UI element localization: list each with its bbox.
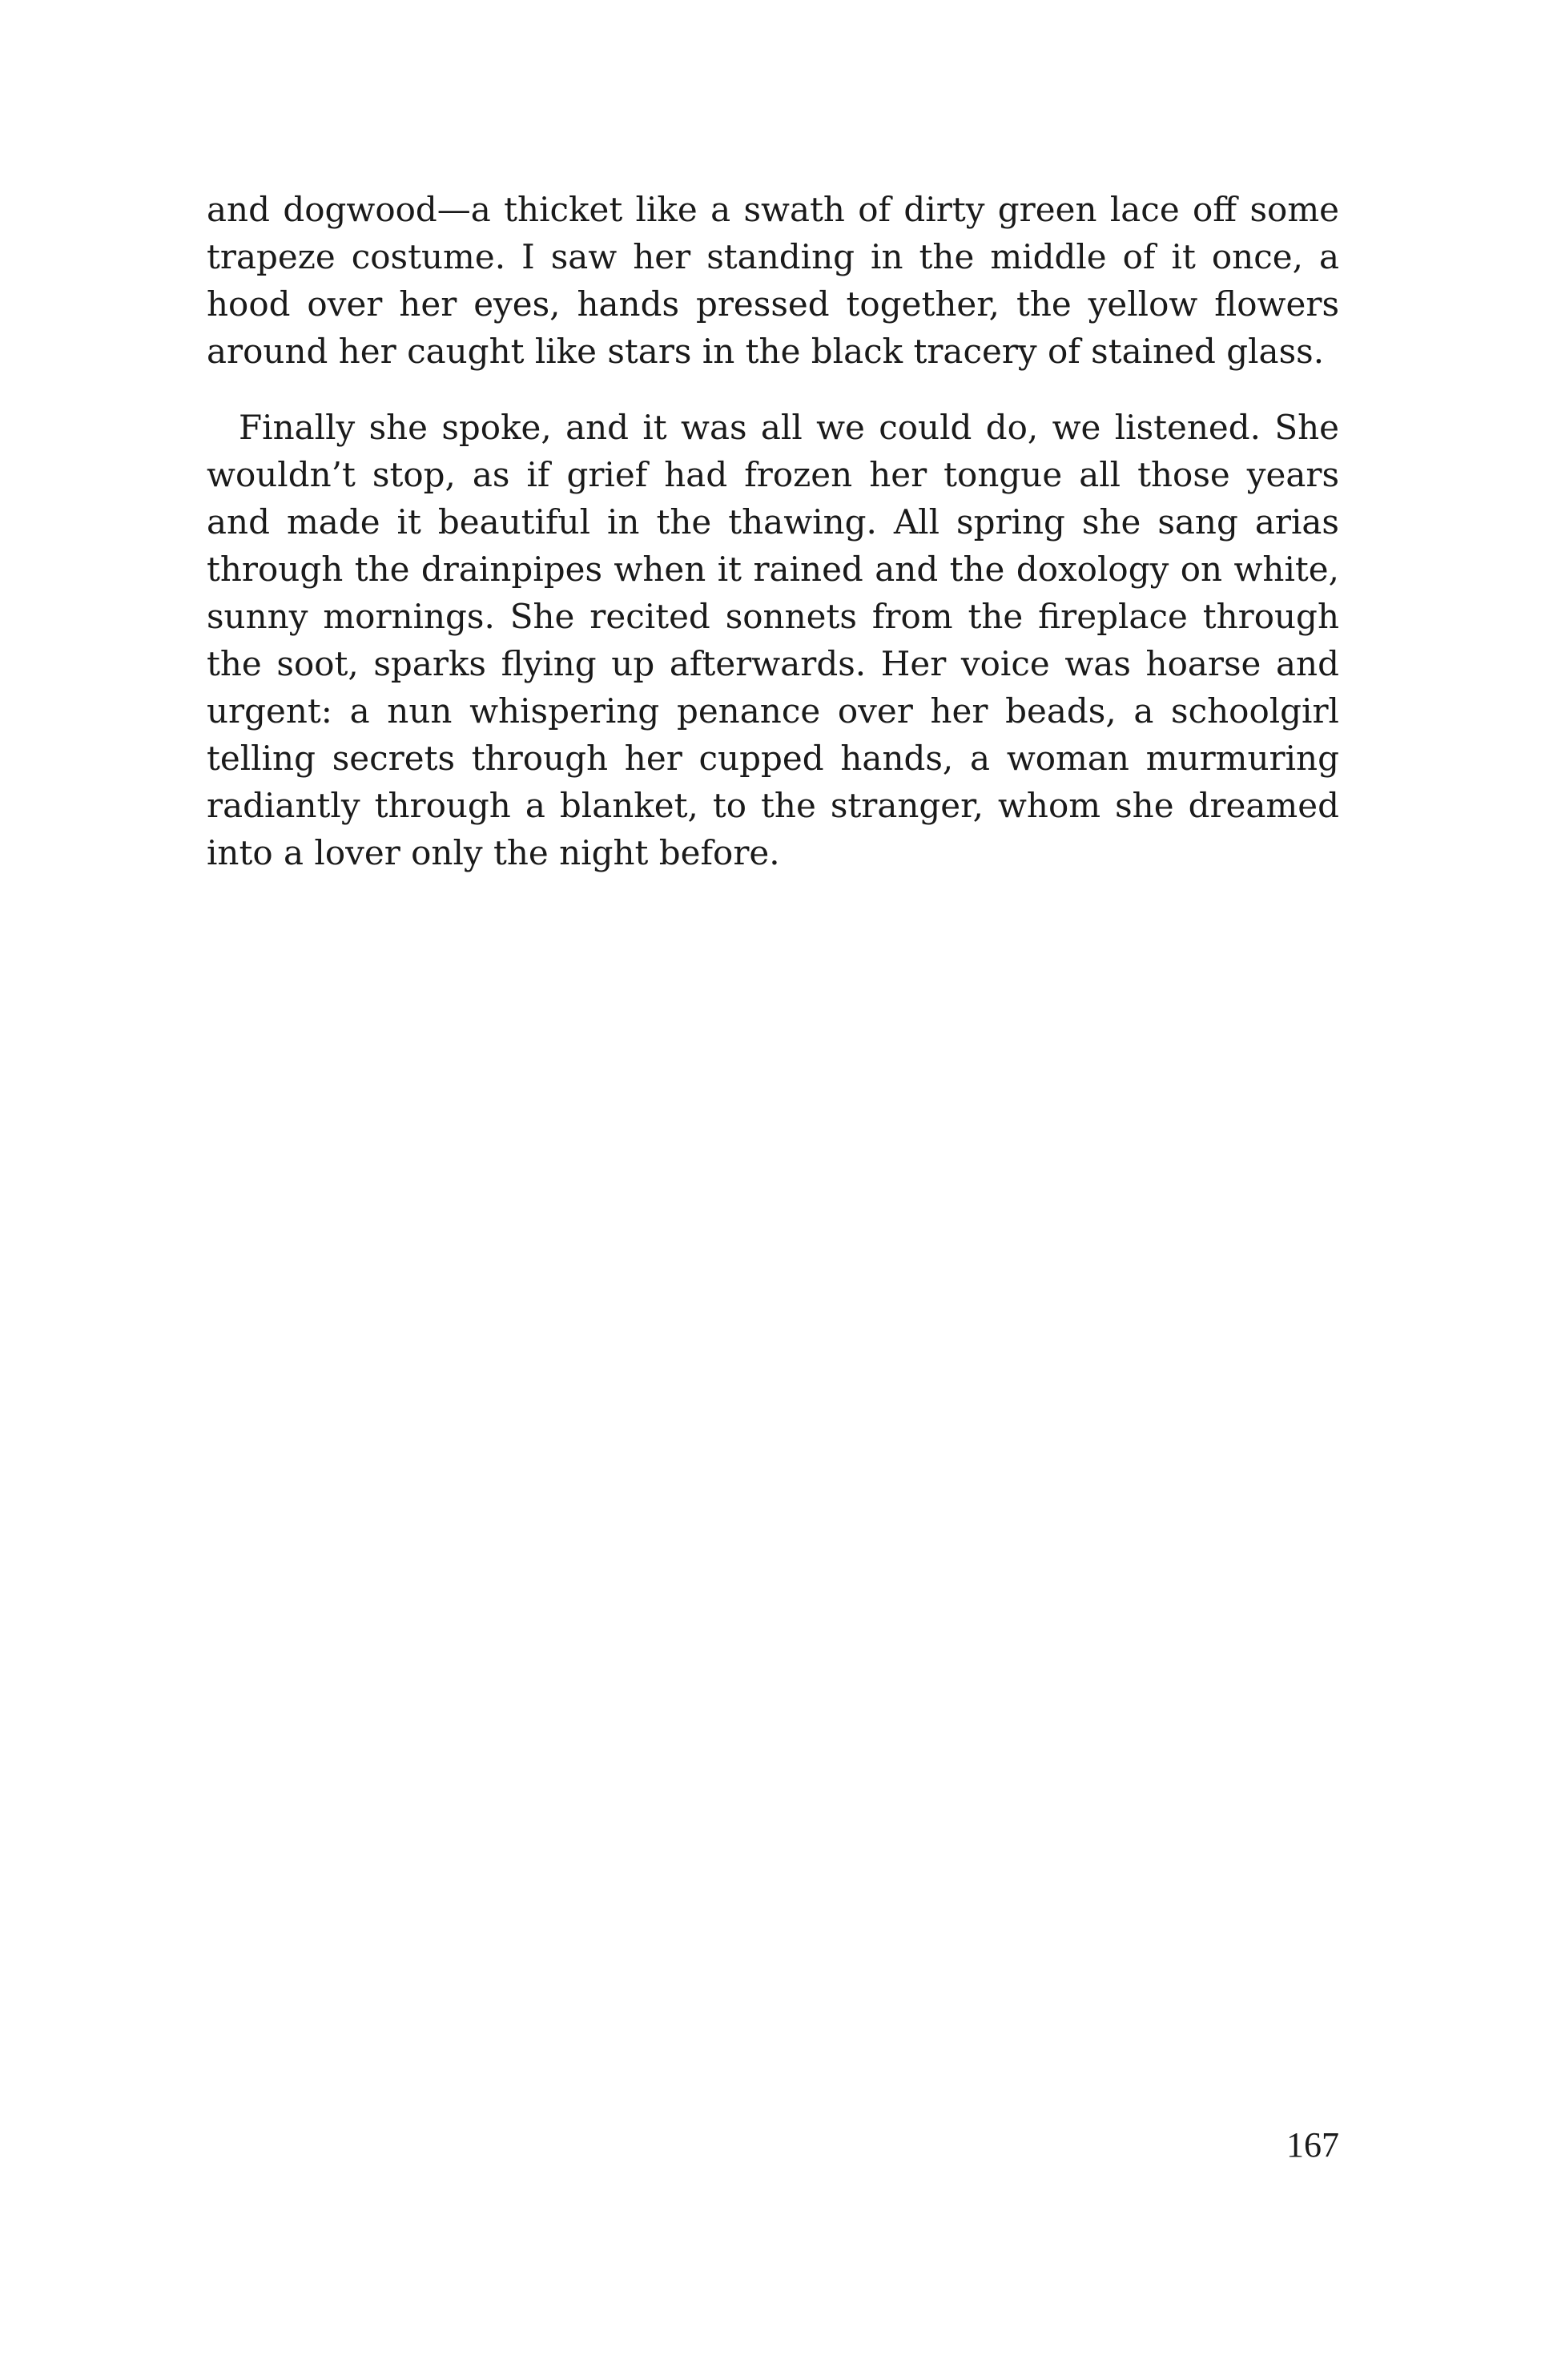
paragraph-finally-she-spoke: Finally she spoke, and it was all we could do, we listened. She wouldn’t stop, as if grief had frozen her tongue all those years and made it beautiful in the thawing. All spring she sang arias through the drainpipes when it rained and the doxology on white, sunny mornings. She recited sonnets from the fireplace through the soot, sparks flying up afterwards. Her voice was hoarse and urgent: a nun whispering penance over her beads, a schoolgirl telling secrets through her cupped hands, a woman murmuring radiantly through a blanket, to the stranger, whom she dreamed into a lover only the night before. <box>207 408 1339 872</box>
page-number: 167 <box>1286 2125 1339 2165</box>
paragraph-continuation: and dogwood—a thicket like a swath of dirty green lace off some trapeze costume. I saw her standing in the middle of it once, a hood over her eyes, hands pressed together, the yellow flowers around her caught like stars in the black tracery of stained glass. <box>207 190 1339 371</box>
body-text <box>207 186 1339 876</box>
